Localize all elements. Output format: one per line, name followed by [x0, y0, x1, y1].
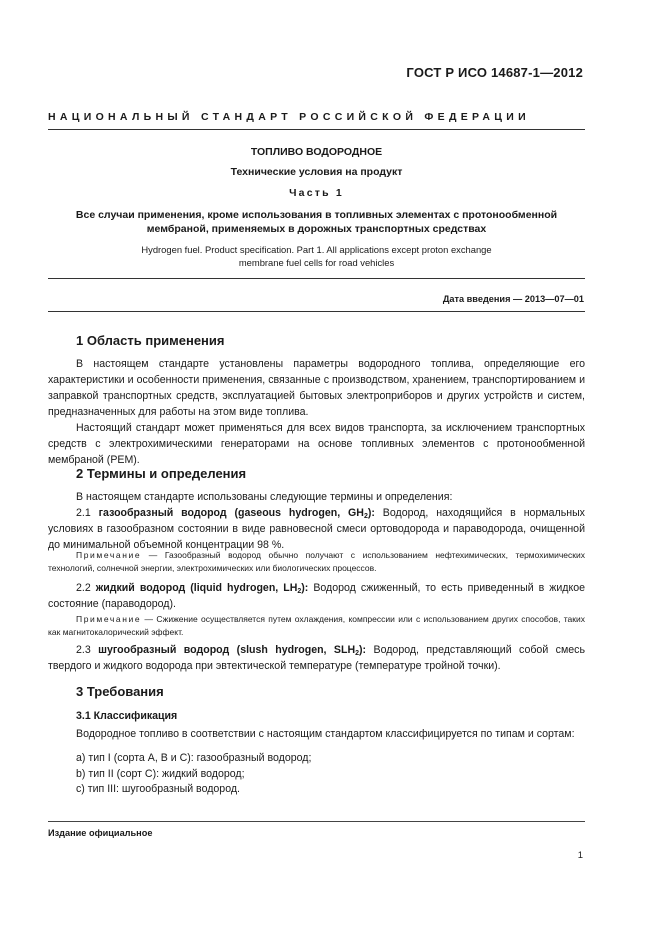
note-text: — Сжижение осуществляется путем охлаждения, компрессии или с использованием других способов, таких как магнитокалорический эффект. — [48, 614, 585, 637]
term-definition — [48, 505, 585, 553]
section-3-body — [48, 726, 585, 742]
edition-label: Издание официальное — [48, 828, 153, 838]
english-title — [48, 243, 585, 269]
introduction-date: Дата введения — 2013—07—01 — [442, 294, 584, 304]
term-number: 2.3 — [76, 644, 91, 656]
term-definition — [48, 580, 585, 612]
paragraph: В настоящем стандарте установлены параметры водородного топлива, определяющие его характеристики и особенности применения, связанные с производством, хранением, транспортированием и заправкой транспортных средств, эксплуатацией бытовых электроприборов и других устройств и систем, предназначенных для работы на этом виде топлива. — [48, 358, 585, 418]
note — [48, 613, 585, 639]
date-rule — [48, 311, 585, 312]
term-number: 2.1 — [76, 507, 91, 519]
paragraph: Настоящий стандарт может применяться для всех видов транспорта, за исключением транспортных средств с электрохимическими генераторами на основе топливных элементов с протонообменной мембраной (PEM). — [48, 422, 585, 466]
footer-rule — [48, 821, 585, 822]
header-rule — [48, 129, 585, 130]
classification-list — [76, 751, 311, 798]
list-item: c) тип III: шугообразный водород. — [76, 783, 240, 795]
term-definition — [48, 642, 585, 674]
definition: Водород сжиженный, то есть приведенный в жидкое состояние (параводород). — [48, 582, 586, 610]
note-text: — Газообразный водород обычно получают с использованием нефтехимических, термохимических технологий, солнечной энергии, электрохимических или биологических процессов. — [48, 550, 585, 573]
english-title-line: membrane fuel cells for road vehicles — [238, 257, 395, 268]
section-heading: 2 Термины и определения — [76, 466, 247, 481]
scope-title-line: Все случаи применения, кроме использования в топливных элементах с протонообменной — [75, 209, 558, 221]
subsection-heading: 3.1 Классификация — [76, 710, 178, 722]
note — [48, 549, 585, 575]
term: газообразный водород (gaseous hydrogen, $GH_2$): — [98, 507, 375, 520]
page-number: 1 — [577, 850, 583, 861]
section-1-body — [48, 356, 585, 468]
title-rule — [48, 278, 585, 279]
term-number: 2.2 — [76, 582, 91, 594]
term: шугообразный водород (slush hydrogen, $SLH_2$): — [98, 644, 367, 657]
term: жидкий водород (liquid hydrogen, $LH_2$): — [95, 582, 309, 595]
document-title: ТОПЛИВО ВОДОРОДНОЕ — [250, 146, 383, 158]
part-label: Часть 1 — [289, 187, 344, 199]
list-item: b) тип II (сорт C): жидкий водород; — [76, 767, 245, 780]
definition: Водород, находящийся в нормальных условиях в газообразном состоянии в виде равновесной смеси ортоводорода и параводорода, очищенной до минимальной объемной концентрации 98 %. — [48, 507, 585, 551]
paragraph: В настоящем стандарте использованы следующие термины и определения: — [76, 491, 453, 503]
document-number: ГОСТ Р ИСО 14687-1—2012 — [406, 65, 583, 80]
section-2-body — [48, 489, 585, 553]
list-item: a) тип I (сорта A, B и C): газообразный водород; — [76, 752, 312, 764]
english-title-line: Hydrogen fuel. Product specification. Part 1. All applications except proton exchange — [141, 244, 492, 255]
scope-title — [48, 208, 585, 236]
note-label: Примечание — [76, 614, 142, 624]
note-label: Примечание — [76, 550, 142, 560]
national-standard-banner: НАЦИОНАЛЬНЫЙ СТАНДАРТ РОССИЙСКОЙ ФЕДЕРАЦИИ — [48, 111, 530, 123]
term-definition-block — [48, 642, 585, 674]
definition: Водород, представляющий собой смесь твердого и жидкого водорода при эвтектической температуре (температуре тройной точки). — [48, 644, 585, 672]
section-heading: 3 Требования — [76, 684, 164, 699]
section-heading: 1 Область применения — [76, 333, 225, 348]
scope-title-line: мембраной, применяемых в дорожных транспортных средствах — [146, 223, 487, 235]
term-definition-block — [48, 580, 585, 612]
document-subtitle: Технические условия на продукт — [230, 166, 403, 178]
paragraph: Водородное топливо в соответствии с настоящим стандартом классифицируется по типам и сортам: — [76, 728, 575, 740]
